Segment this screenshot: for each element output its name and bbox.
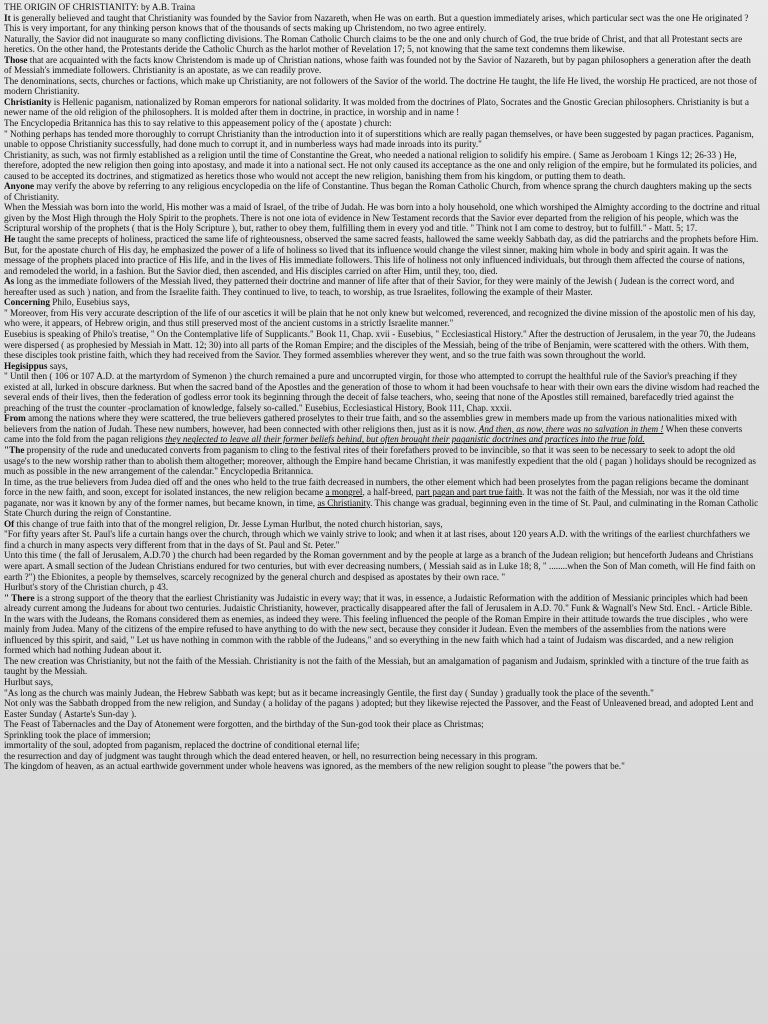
paragraph-text: Not only was the Sabbath dropped from the new religion, and Sunday ( a holiday of the pagans ) adopted; but they likewise rejected the Passover, and the Feast of Unleavened bread, and adopted Lent and Easter Sunday ( Astarte's Sun-day ). — [4, 698, 754, 719]
paragraph — [4, 297, 760, 308]
paragraph — [4, 234, 760, 276]
paragraph-text: propensity of the rude and uneducated converts from paganism to cling to the festival rites of their forefathers proved to be invincible, so that it was seen to be necessary to seek to adopt the old usage's to the new worship rather than to abolish them altogether; moreover, although the Empire hand became Christian, it was manifestly expedient that the old ( pagan ) holidays should be recognized as much as possible in the new arrangement of the calendar." Encyclopedia Britannica. — [4, 444, 756, 477]
paragraph — [4, 413, 760, 445]
paragraph-lead-word: " There — [4, 592, 35, 603]
paragraph — [4, 55, 760, 76]
paragraph-text: is a strong support of the theory that the earliest Christianity was Judaistic in every way; that it was, in essence, a Judaistic Reformation with the addition of Messianic principles which had been already current among the Judeans for about two centuries. Judaistic Christianity, however, practically disappeared after the fall of Jerusalem in A.D. 70." Funk & Wagnall's New Std. Encl. - Article Bible. — [4, 592, 753, 614]
paragraph — [4, 529, 760, 550]
paragraph-text: Unto this time ( the fall of Jerusalem, A.D.70 ) the church had been regarded by the Roman government and by the people at large as a branch of the Judean religion; but henceforth Judeans and Christians were apart. A small section of the Judean Christians endured for two centuries, but with ever decreasing numbers, ( Messiah said as in Luke 18; 8, " ........when the Son of Man cometh, will He find faith on earth ?") the Ebionites, a people by themselves, scarcely recognized by the general church and despised as apostates by their own race. " — [4, 550, 756, 582]
paragraph-text: Hurlbut's story of the Christian church, p 43. — [4, 582, 169, 593]
paragraph-lead-word: Hegisippus — [4, 360, 48, 371]
paragraph-text: "As long as the church was mainly Judean, the Hebrew Sabbath was kept; but as it became increasingly Gentile, the first day ( Sunday ) gradually took the place of the seventh." — [4, 687, 654, 698]
paragraph-text: The kingdom of heaven, as an actual earthwide government under whole heavens was ignored, as the members of the new religion sought to please "the powers that be." — [4, 761, 625, 772]
paragraph-text: Philo, Eusebius says, — [49, 297, 130, 308]
paragraph — [4, 740, 760, 751]
paragraph-lead-word: As — [4, 276, 15, 287]
paragraph — [4, 751, 760, 762]
paragraph-text: Naturally, the Savior did not inaugurate so many conflicting divisions. The Roman Catholic Church claims to be the one and only church of God, the true bride of Christ, and that all Protestant sects are heretics. On the other hand, the Protestants deride the Catholic Church as the harlot mother of Revelation 17; 5, not knowing that the same text condemns them likewise. — [4, 33, 743, 55]
paragraph — [4, 129, 760, 150]
paragraph-text: Hurlbut says, — [4, 677, 53, 687]
paragraph-lead-word: Christianity — [4, 96, 52, 107]
paragraph-lead-word: Of — [4, 518, 15, 529]
paragraph-text: may verify the above by referring to any religious encyclopedia on the life of Constantine. Thus began the Roman Catholic Church, from whence sprang the church daughters making up the sects of Christianity. — [4, 181, 752, 202]
paragraph-text: taught the same precepts of holiness, practiced the same life of righteousness, observed the same sacred feasts, hallowed the same weekly Sabbath day, as did the patriarchs and the prophets before Him. But, for the apostate church of His day, he emphasized the power of a life of holiness so lived that its influence would change the vilest sinner, making him whole in body and spirit again. It was the message of the prophets placed into practice of His life, and in the lives of His immediate followers. This life of holiness not only influenced individuals, but through them affected the course of nations, and remodeled the world, in a fashion. But the Savior died, then ascended, and His disciples carried on after Him, until they, too, died. — [4, 234, 759, 276]
paragraph-text: . This change was gradual, beginning even in the time of St. Paul, and culminating in the Roman Catholic State Church during the reign of Constantine. — [4, 497, 759, 519]
paragraph-lead-word: Those — [4, 54, 28, 65]
paragraph-text: this change of true faith into that of the mongrel religion, Dr. Jesse Lyman Hurlbut, the noted church historian, says, — [14, 518, 443, 529]
paragraph-lead-word: Concerning — [4, 297, 50, 308]
paragraph-text: The Feast of Tabernacles and the Day of Atonement were forgotten, and the birthday of the Sun-god took their place as Christmas; — [4, 719, 484, 730]
paragraph-text: Eusebius is speaking of Philo's treatise, " On the Contemplative life of Supplicants." Book 11, Chap. xvii - Eusebius, " Ecclesiastical History." After the destruction of Jerusalem, in the year 70, the Judeans were dispersed ( as prophesied by Messiah in Matt. 12; 30) into all parts of the Roman Empire; and the disciples of the Messiah, being of the tribe of Benjamin, were scattered with the others. With them, these disciples took pristine faith, which they had received from the Savior. They formed assemblies wherever they went, and so the true faith was sown throughout the world. — [4, 328, 756, 361]
document-title: THE ORIGIN OF CHRISTIANITY: by A.B. Traina — [4, 2, 196, 12]
paragraph — [4, 550, 760, 582]
paragraph — [4, 76, 760, 97]
paragraph-text: " Until then ( 106 or 107 A.D. at the martyrdom of Symenon ) the church remained a pure and uncorrupted virgin, for those who attempted to corrupt the healthful rule of the Savior's preaching if they existed at all, lurked in obscure darkness. But when the sacred band of the Apostles and the generation of those to whom it had been vouchsafe to hear with their own ears the divine wisdom had reached the several ends of their lives, then the federation of godless error took its beginning through the deceit of false teachers, who, seeing that none of the Apostles still remained, barefacedly tried against the preaching of the trust the counter -proclamation of knowledge, falsely so-called." Eusebius, Ecclesiastical History, Book 111, Chap. xxxii. — [4, 371, 760, 413]
paragraph — [4, 308, 760, 329]
paragraph-text: long as the immediate followers of the Messiah lived, they patterned their doctrine and manner of life after that of their Savior, for they were mainly of the Jewish ( Judean is the correct word, and hereafter used as such ) nation, and from the Israelite faith. They continued to live, to teach, to worship, as true Israelites, following the example of their Master. — [4, 276, 735, 297]
paragraph — [4, 276, 760, 297]
paragraph-text: immortality of the soul, adopted from paganism, replaced the doctrine of conditional eternal life; — [4, 740, 360, 751]
paragraph-lead-word: From — [4, 413, 26, 424]
paragraph — [4, 677, 760, 688]
emphasized-text: part pagan and part true faith — [415, 487, 523, 498]
paragraph-text: " Nothing perhaps has tended more thoroughly to corrupt Christianity than the introduction into it of superstitions which are really pagan themselves, or have been suggested by pagan practices. Paganism, unable to oppose Christianity successfully, had done much to corrupt it, and in numberless ways had made inroads into its purity." — [4, 128, 754, 150]
paragraph-text: The Encyclopedia Britannica has this to say relative to this appeasement policy of the ( apostate ) church: — [4, 118, 392, 129]
paragraph-lead-word: "The — [4, 444, 25, 455]
emphasized-text: a mongrel — [325, 487, 363, 498]
paragraph-text: , a half-breed, — [362, 487, 416, 498]
paragraph — [4, 761, 760, 772]
paragraph-list — [4, 13, 760, 772]
paragraph-text: The denominations, sects, churches or factions, which make up Christianity, are not followers of the Savior of the world. The doctrine He taught, the life He lived, the worship He practiced, are not those of modern Christianity. — [4, 75, 757, 97]
paragraph — [4, 730, 760, 741]
paragraph — [4, 593, 760, 614]
paragraph-text: is generally believed and taught that Christianity was founded by the Savior from Nazareth, when He was on earth. But a question immediately arises, which particular sect was the one He originated ? This is very important, for any thinking person knows that of the thousands of sects making up Christendom, no two agree entirely. — [4, 12, 749, 34]
paragraph — [4, 688, 760, 699]
paragraph-text: is Hellenic paganism, nationalized by Roman emperors for national solidarity. It was molded from the doctrines of Plato, Socrates and the Gnostic Grecian philosophers. Christianity is but a newer name of the old religion of the philosophers. It is molded after them in doctrine, in practice, in worship and in name ! — [4, 96, 749, 118]
emphasized-text: as Christianity — [317, 497, 371, 508]
paragraph — [4, 614, 760, 656]
paragraph — [4, 34, 760, 55]
paragraph-text: Christianity, as such, was not firmly established as a religion until the time of Constantine the Great, who needed a national religion to solidify his empire. ( Same as Jeroboam 1 Kings 12; 26-33 ) He, therefore, adopted the new religion then going into apostasy, and made it into a national sect. He not only caused its acceptance as the one and only religion of the empire, but he formulated its policies, and caused to be accepted its doctrines, and stigmatized as heretics those who would not accept the new religion, banishing them from his kingdom, or putting them to death. — [4, 149, 757, 181]
paragraph-text: " Moreover, from His very accurate description of the life of our ascetics it will be plain that he not only knew but welcomed, reverenced, and recognized the divine mission of the apostolic men of his day, who were, it appears, of Hebrew origin, and thus still preserved most of the ancient customs in a strictly Israelite manner." — [4, 307, 756, 329]
paragraph — [4, 719, 760, 730]
paragraph — [4, 477, 760, 519]
paragraph — [4, 97, 760, 118]
paragraph-text: says, — [47, 360, 68, 371]
paragraph — [4, 582, 760, 593]
paragraph — [4, 519, 760, 530]
paragraph-lead-word: It — [4, 12, 11, 23]
paragraph-text: that are acquainted with the facts know Christendom is made up of Christian nations, whose faith was founded not by the Savior of Nazareth, but by pagan philosophers a generation after the death of Messiah's immediate followers. Christianity is an apostate, as we can readily prove. — [4, 54, 751, 76]
paragraph-text: The new creation was Christianity, but not the faith of the Messiah. Christianity is not the faith of the Messiah, but an amalgamation of paganism and Judaism, sprinkled with a tincture of the true faith as taught by the Messiah. — [4, 655, 749, 677]
paragraph-text: In time, as the true believers from Judea died off and the ones who held to the true faith decreased in numbers, the other element which had been proselytes from the pagan religions became the dominant force in the new faith, and soon, except for isolated instances, the new religion became — [4, 476, 749, 498]
paragraph-text: . It was not the faith of the Messiah, nor was it the old time paganate, nor was it known by any of the former names, but became known, in time, — [4, 487, 740, 508]
paragraph — [4, 371, 760, 413]
paragraph — [4, 329, 760, 361]
paragraph — [4, 361, 760, 372]
paragraph-text: When these converts came into the fold from the pagan religions — [4, 423, 743, 445]
paragraph-text: among the nations where they were scattered, the true believers gathered proselytes to their true faith, and so the assemblies grew in members made up from the various nationalities mixed with believers from the nation of Judah. These new numbers, however, had been connected with other religions then, just as it is now. — [4, 413, 737, 434]
emphasized-text: And then, as now, there was no salvation in them ! — [478, 423, 664, 434]
paragraph-text: "For fifty years after St. Paul's life a curtain hangs over the church, through which we vainly strive to look; and when it at last rises, about 120 years A.D. with the writings of the earliest churchfathers we find a church in many aspects very different from that in the days of St. Paul and St. Peter." — [4, 529, 750, 550]
paragraph — [4, 656, 760, 677]
paragraph — [4, 698, 760, 719]
paragraph-text: the resurrection and day of judgment was taught through which the dead entered heaven, or hell, no resurrection being necessary in this program. — [4, 750, 538, 761]
paragraph — [4, 181, 760, 202]
paragraph-text: When the Messiah was born into the world, His mother was a maid of Israel, of the tribe of Judah. He was born into a holy household, one which worshiped the Almighty according to the doctrine and ritual given by the Most High through the Holy Spirit to the prophets. There is not one iota of evidence in New Testament records that the Savior ever departed from the religion of his people, which was the Scriptural worship of the prophets ( that is the Holy Scripture ), but, rather to obey them, fulfilling them in every yod and title. " Think not I am come to destroy, but to fulfill." - Matt. 5; 17. — [4, 202, 761, 234]
document-body — [4, 2, 760, 772]
paragraph — [4, 13, 760, 34]
paragraph-lead-word: Anyone — [4, 181, 35, 192]
paragraph — [4, 118, 760, 129]
paragraph — [4, 202, 760, 234]
paragraph-text: In the wars with the Judeans, the Romans considered them as enemies, as indeed they were. This feeling influenced the people of the Roman Empire in their attitude towards the true disciples , who were mainly from Judea. Many of the citizens of the empire refused to have anything to do with the new sect, because they consider it Judean. Even the members of the assemblies from the nations were influenced by this spirit, and said, " Let us have nothing in common with the rabble of the Judeans," and so everything in the new faith which had a taint of Judaism was discarded, and a new religion formed which had nothing Judean about it. — [4, 613, 748, 656]
paragraph — [4, 150, 760, 182]
paragraph-text: Sprinkling took the place of immersion; — [4, 729, 151, 740]
emphasized-text: they neglected to leave all their former beliefs behind, but often brought their paganistic doctrines and practices into the true fold. — [165, 434, 645, 445]
paragraph-lead-word: He — [4, 234, 16, 245]
paragraph — [4, 445, 760, 477]
